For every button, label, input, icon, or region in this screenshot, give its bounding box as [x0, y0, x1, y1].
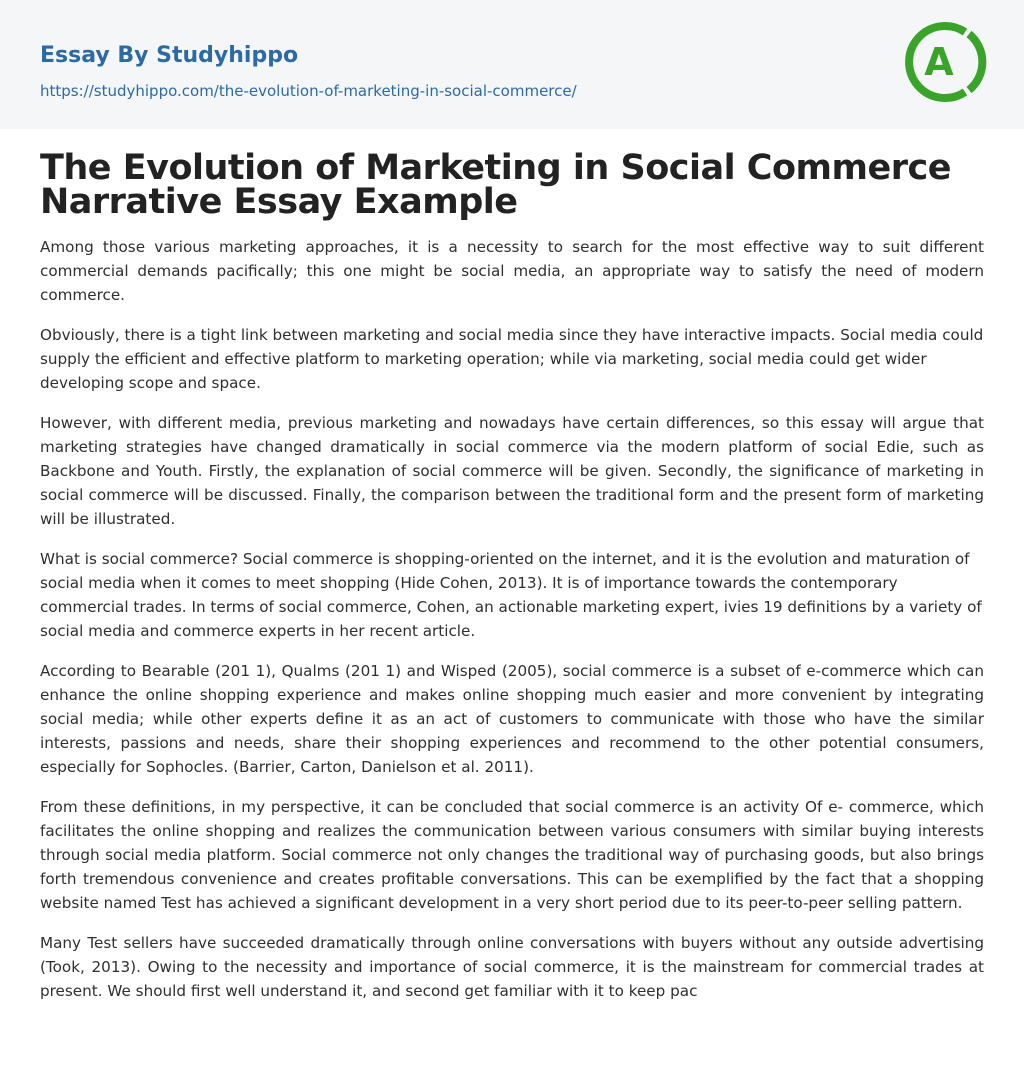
essay-title: The Evolution of Marketing in Social Commerce Narrative Essay Example: [40, 148, 951, 222]
logo-letter: A: [924, 40, 954, 84]
studyhippo-logo-icon[interactable]: [903, 20, 987, 104]
essay-paragraph: From these definitions, in my perspective, it can be concluded that social commerce is an activity Of e- commerce, which facilitates the online shopping and realizes the communication between various consumers with similar buying interests through social media platform. Social commerce not only changes the traditional way of purchasing goods, but also brings forth tremendous convenience and creates profitable conversations. This can be exemplified by the fact that a shopping website named Test has achieved a significant development in a very short period due to its peer-to-peer selling pattern.: [40, 798, 984, 912]
essay-paragraph: What is social commerce? Social commerce is shopping-oriented on the internet, and it is the evolution and maturation of social media when it comes to meet shopping (Hide Cohen, 2013). It is of importance towards the contemporary commercial trades. In terms of social commerce, Cohen, an actionable marketing expert, ivies 19 definitions by a variety of social media and commerce experts in her recent article.: [40, 550, 982, 640]
essay-paragraph: Obviously, there is a tight link between marketing and social media since they have interactive impacts. Social media could supply the efficient and effective platform to marketing operation; while via marketing, social media could get wider developing scope and space.: [40, 326, 984, 392]
essay-paragraph: According to Bearable (201 1), Qualms (201 1) and Wisped (2005), social commerce is a subset of e-commerce which can enhance the online shopping experience and makes online shopping much easier and more convenient by integrating social media; while other experts define it as an act of customers to communicate with those who have the similar interests, passions and needs, share their shopping experiences and recommend to the other potential consumers, especially for Sophocles. (Barrier, Carton, Danielson et al. 2011).: [40, 662, 984, 776]
page-url-link[interactable]: https://studyhippo.com/the-evolution-of-marketing-in-social-commerce/: [40, 82, 577, 100]
site-brand[interactable]: Essay By Studyhippo: [40, 43, 299, 68]
essay-paragraph: Many Test sellers have succeeded dramatically through online conversations with buyers without any outside advertising (Took, 2013). Owing to the necessity and importance of social commerce, it is the mainstream for commercial trades at present. We should first well understand it, and second get familiar with it to keep pac: [40, 934, 984, 1000]
essay-content: [0, 148, 1024, 1003]
site-header: [0, 0, 1024, 129]
essay-paragraph: However, with different media, previous marketing and nowadays have certain differences, so this essay will argue that marketing strategies have changed dramatically in social commerce via the modern platform of social Edie, such as Backbone and Youth. Firstly, the explanation of social commerce will be given. Secondly, the significance of marketing in social commerce will be discussed. Finally, the comparison between the traditional form and the present form of marketing will be illustrated.: [40, 414, 984, 528]
essay-paragraph: Among those various marketing approaches, it is a necessity to search for the most effective way to suit different commercial demands pacifically; this one might be social media, an appropriate way to satisfy the need of modern commerce.: [40, 238, 984, 304]
